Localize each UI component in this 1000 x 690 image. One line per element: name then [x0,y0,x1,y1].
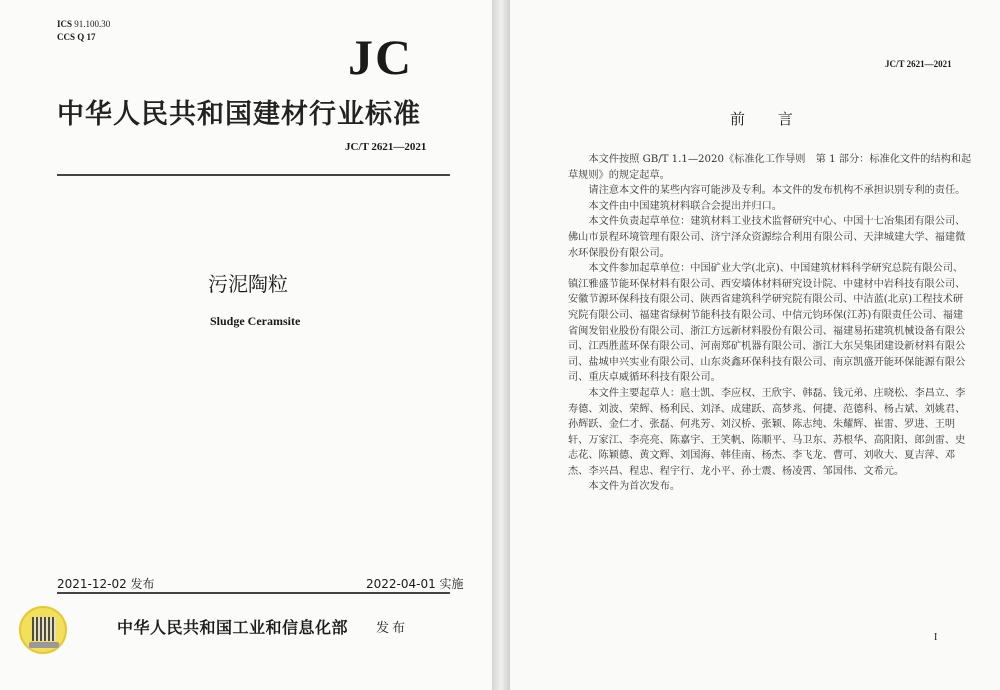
header-code: JC/T 2621—2021 [885,59,952,69]
ccs-value: Q 17 [77,32,96,42]
page-fold [492,0,510,690]
classification-codes [57,18,110,44]
ics-label: ICS [57,19,73,29]
anti-counterfeit-qr-stamp [19,606,67,654]
paragraph: 本文件由中国建筑材料联合会提出并归口。 [588,200,782,212]
ccs-label: CCS [57,32,76,42]
stamp-label-bar [29,642,59,648]
paragraph: 本文件为首次发布。 [588,481,681,493]
issuer: 中华人民共和国工业和信息化部 [117,618,349,637]
paragraph: 请注意本文件的某些内容可能涉及专利。本文件的发布机构不承担识别专利的责任。 [588,185,966,197]
title-chinese: 污泥陶粒 [208,272,288,296]
standard-type-title: 中华人民共和国建材行业标准 [57,99,421,130]
paragraph: 本文件参加起草单位：中国矿业大学(北京)、中国建筑材料科学研究总院有限公司、镇江雅盛节能环保材料有限公司、西安墙体材料研究设计院、中建材中岩科技有限公司、安徽节源环保科技有限公司、陕西省建筑科学研究院有限公司、中洁蓝(北京)工程技术研究院有限公司、福建省绿树节能科技有限公司、中信元钧环保(江苏)有限责任公司、福建省闽发铝业股份有限公司、浙江方远新材料股份有限公司、福建易拓建筑机械设备有限公司、江西胜蓝环保有限公司、河南郑矿机器有限公司、浙江大东吴集团建设新材料有限公司、盐城申兴实业有限公司、山东炎鑫环保科技有限公司、南京凯盛开能环保能源有限公司、重庆卓威循环科技有限公司。 [568,263,966,384]
title-english: Sludge Ceramsite [210,314,301,328]
paragraph: 本文件主要起草人：扈士凯、李应权、王欣宇、韩磊、钱元弟、庄晓松、李昌立、李寿德、刘波、荣辉、杨利民、刘泽、成建跃、高梦兆、何捷、范德科、杨占斌、刘姚君、孙辉跃、金仁才、张磊、何兆芳、刘汉桥、张颖、陈志纯、朱耀辉、崔雷、罗进、王明轩、万家江、李亮亮、陈嘉宇、王笑帆、陈顺平、马卫东、苏根华、高阳阳、郎剑雷、史志花、陈颖德、黄文辉、刘国海、韩佳南、杨杰、李飞龙、曹可、刘收大、夏吉萍、邓杰、李兴昌、程忠、程宇行、龙小平、孙士震、杨凌霄、邹国伟、文希元。 [568,387,966,477]
standard-code: JC/T 2621—2021 [345,141,427,153]
divider [57,592,450,594]
ics-value: 91.100.30 [74,19,111,29]
preface-page [510,0,1000,690]
effective-date: 2022-04-01 实施 [366,577,464,591]
qr-code-icon [32,617,56,641]
page-number: I [934,632,938,643]
issued-label: 发布 [376,621,409,636]
preface-body [568,152,973,495]
divider [57,174,450,176]
cover-page [0,0,492,690]
jc-logo: JC [348,29,414,85]
preface-title: 前 言 [730,110,807,128]
paragraph: 本文件按照 GB/T 1.1—2020《标准化工作导则 第 1 部分：标准化文件的结构和起草规则》的规定起草。 [568,154,972,181]
paragraph: 本文件负责起草单位：建筑材料工业技术监督研究中心、中国十七冶集团有限公司、佛山市景程环境管理有限公司、济宁泽众资源综合利用有限公司、天津城建大学、福建微水环保股份有限公司。 [568,216,966,259]
issue-date: 2021-12-02 发布 [57,577,155,591]
